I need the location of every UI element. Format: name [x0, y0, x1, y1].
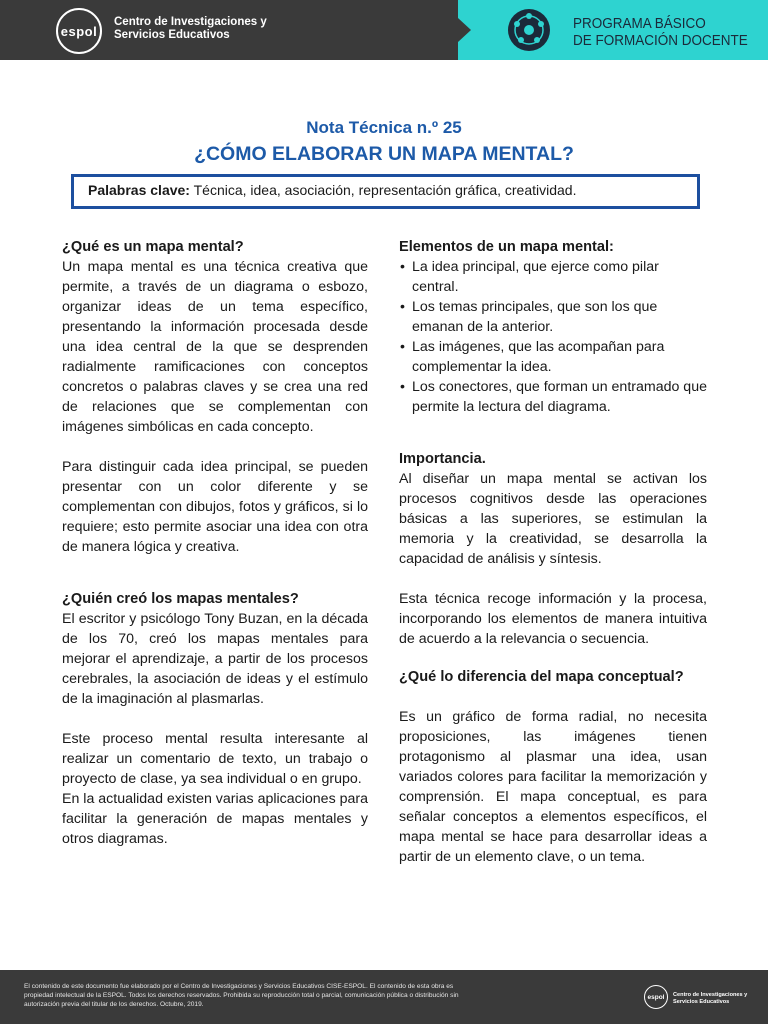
paragraph: Es un gráfico de forma radial, no necesita proposiciones, las imágenes tienen protagonismo al plasmar una idea, usan variados colores para facilitar la memorización y comprensión. El mapa conceptual, es para señalar conceptos a elementos específicos, el mapa mental se hace para desarrollar ideas a partir de un elemento clave, o un tema. — [399, 709, 707, 865]
page-title: ¿CÓMO ELABORAR UN MAPA MENTAL? — [194, 143, 574, 165]
keywords-label: Palabras clave: — [88, 182, 190, 198]
section-heading: ¿Quién creó los mapas mentales? — [62, 591, 299, 607]
footer-center-name — [673, 992, 747, 1005]
footer-logo-text: espol — [647, 993, 665, 1001]
program-title — [573, 15, 748, 49]
center-name-line1: Centro de Investigaciones y — [114, 16, 267, 28]
paragraph: Para distinguir cada idea principal, se pueden presentar con un color diferente y se complementan con dibujos, fotos y gráficos, si lo requiere; esto permite asociar una idea con otra de manera lógica y creativa. — [62, 459, 368, 555]
section-heading: Importancia. — [399, 451, 486, 467]
espol-logo — [56, 8, 102, 54]
keywords-text: Técnica, idea, asociación, representación gráfica, creatividad. — [193, 182, 577, 198]
paragraph: Un mapa mental es una técnica creativa que permite, a través de un diagrama o esbozo, organizar ideas de un tema específico, presentando la información procesada desde una idea central de la que se desprenden radialmente ramificaciones con conceptos concretos o palabras claves y se crea una red de relaciones que se complementan con imágenes simbólicas en cada concepto. — [62, 259, 368, 435]
keywords-box — [71, 174, 700, 209]
banner-arrow — [458, 18, 471, 42]
left-column — [62, 237, 368, 849]
list-item: • La idea principal, que ejerce como pilar central. — [399, 257, 707, 297]
paragraph: El escritor y psicólogo Tony Buzan, en la década de los 70, creó los mapas mentales para mejorar el aprendizaje, a partir de los procesos cerebrales, la asociación de ideas y el estímulo de la imaginación al plasmarlas. — [62, 611, 368, 707]
network-people-icon — [506, 7, 552, 53]
paragraph: Este proceso mental resulta interesante al realizar un comentario de texto, un trabajo o proyecto de clase, ya sea individual o en grupo. — [62, 731, 368, 787]
section-heading: ¿Qué es un mapa mental? — [62, 239, 244, 255]
list-item: • Los conectores, que forman un entramado que permite la lectura del diagrama. — [399, 377, 707, 417]
footer-espol-logo — [644, 985, 668, 1009]
paragraph: Esta técnica recoge información y la procesa, incorporando los elementos de manera intuitiva de acuerdo a la relevancia o secuencia. — [399, 591, 707, 647]
note-number: Nota Técnica n.º 25 — [306, 118, 462, 137]
right-column — [399, 237, 707, 867]
footer-legal: El contenido de este documento fue elaborado por el Centro de Investigaciones y Servicios Educativos CISE-ESPOL. El contenido de esta obra es propiedad intelectual de la ESPOL. Todos los derechos reservados. Prohibida su reproducción total o parcial, comunicación pública o distribución sin autorización previa del titular de los derechos. Octubre, 2019. — [24, 983, 459, 1008]
center-name — [114, 16, 267, 42]
list-item: • Los temas principales, que son los que emanan de la anterior. — [399, 297, 707, 337]
paragraph: Al diseñar un mapa mental se activan los procesos cognitivos desde las operaciones básicas a las superiores, se estimulan la memoria y la creatividad, se desarrolla la capacidad de análisis y síntesis. — [399, 471, 707, 567]
section-heading: Elementos de un mapa mental: — [399, 239, 614, 255]
footer-name-line2: Servicios Educativos — [673, 998, 730, 1005]
program-title-line1: PROGRAMA BÁSICO — [573, 15, 706, 32]
section-heading: ¿Qué lo diferencia del mapa conceptual? — [399, 669, 684, 685]
program-title-line2: DE FORMACIÓN DOCENTE — [573, 32, 748, 49]
center-name-line2: Servicios Educativos — [114, 29, 230, 41]
paragraph: En la actualidad existen varias aplicaciones para facilitar la generación de mapas mentales y otros diagramas. — [62, 791, 369, 847]
logo-text: espol — [60, 23, 98, 39]
elements-list — [399, 257, 707, 417]
footer-name-line1: Centro de Investigaciones y — [673, 992, 748, 998]
list-item: • Las imágenes, que las acompañan para complementar la idea. — [399, 337, 707, 377]
